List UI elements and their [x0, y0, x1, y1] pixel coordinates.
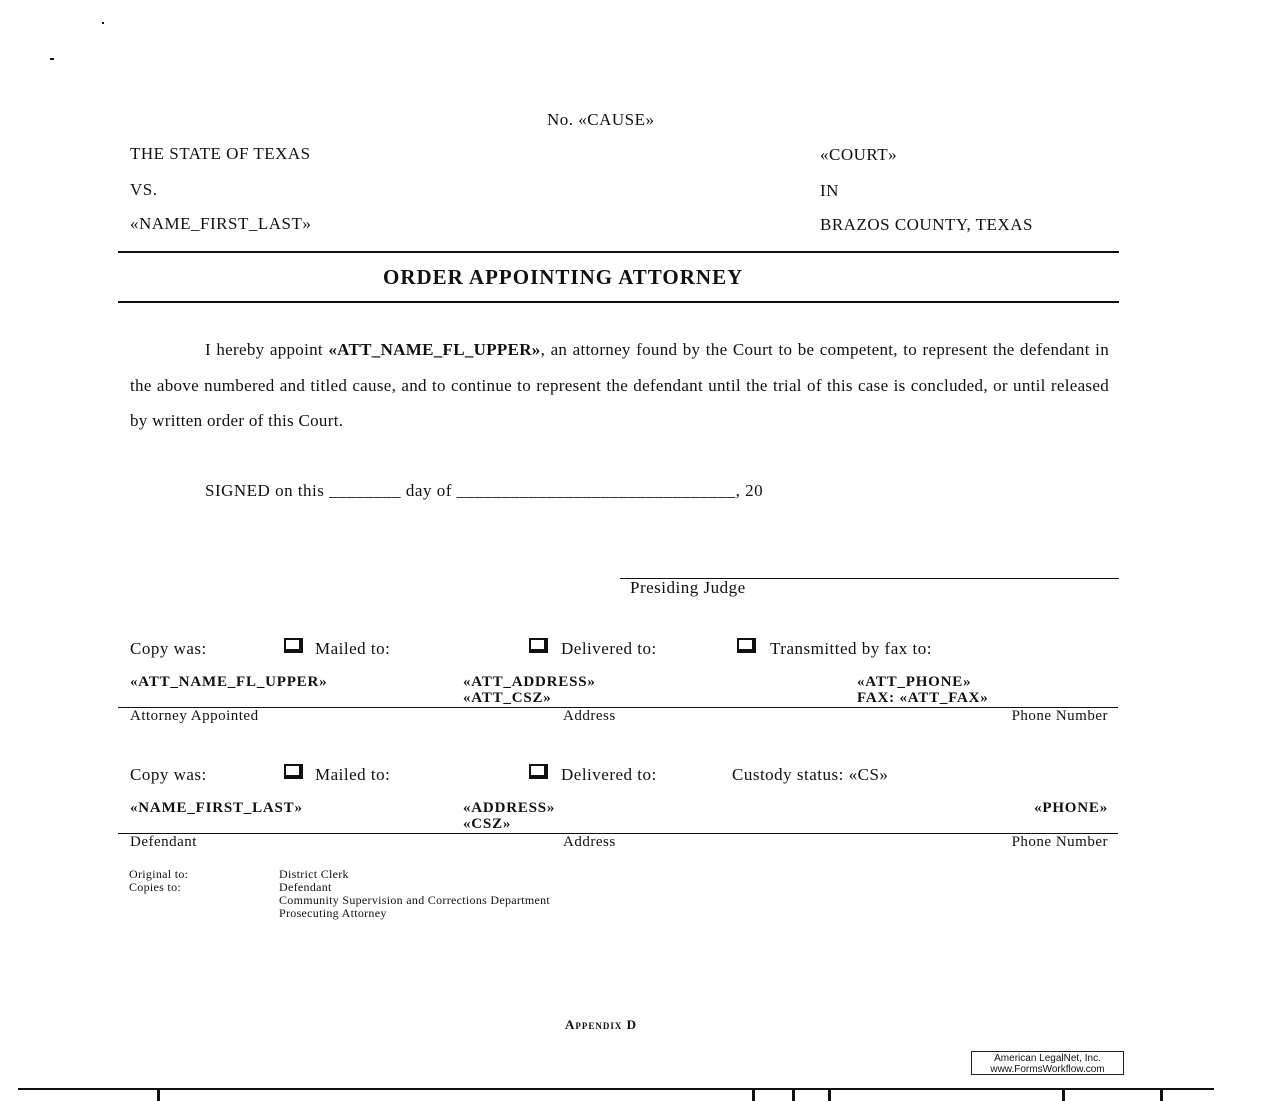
attorney-phone-caption: Phone Number [1011, 708, 1108, 724]
original-to-label: Original to: [129, 867, 189, 881]
scan-tick [1160, 1089, 1163, 1101]
recipient-prosecuting-attorney: Prosecuting Attorney [279, 906, 387, 920]
defendant-name-field: «NAME_FIRST_LAST» [130, 800, 303, 816]
defendant-phone-field: «PHONE» [1034, 800, 1108, 816]
appointment-paragraph [130, 332, 1109, 439]
scan-speck [102, 22, 104, 24]
copies-to-label: Copies to: [129, 880, 182, 894]
logo-line-url: www.FormsWorkflow.com [990, 1064, 1105, 1075]
attorney-address-line1: «ATT_ADDRESS» [463, 674, 596, 690]
american-legalnet-logo [971, 1051, 1124, 1075]
party-vs: VS. [130, 180, 158, 199]
defendant-mailed-checkbox[interactable] [284, 764, 303, 779]
attorney-mailed-label: Mailed to: [315, 639, 391, 658]
party-state: THE STATE OF TEXAS [130, 144, 311, 163]
attorney-mailed-checkbox[interactable] [284, 638, 303, 653]
defendant-mailed-label: Mailed to: [315, 765, 391, 784]
custody-status-label: Custody status: «CS» [732, 765, 889, 784]
court-name: «COURT» [820, 145, 898, 164]
defendant-delivered-label: Delivered to: [561, 765, 657, 784]
appendix-label: Appendix D [565, 1017, 638, 1032]
attorney-appointed-caption: Attorney Appointed [130, 708, 259, 724]
defendant-caption: Defendant [130, 834, 197, 850]
recipient-cscd: Community Supervision and Corrections Department [279, 893, 551, 907]
title-rule-bottom [118, 301, 1119, 303]
attorney-fax-checkbox[interactable] [737, 638, 756, 653]
document-title: ORDER APPOINTING ATTORNEY [383, 265, 744, 289]
attorney-address-caption: Address [563, 708, 616, 724]
scan-tick [792, 1089, 795, 1101]
court-county: BRAZOS COUNTY, TEXAS [820, 215, 1033, 234]
cause-number: No. «CAUSE» [547, 110, 655, 129]
attorney-fax-label: Transmitted by fax to: [770, 639, 932, 658]
scan-speck [50, 58, 54, 60]
appoint-pre: I hereby appoint [205, 340, 329, 359]
scan-tick [828, 1089, 831, 1101]
defendant-info-rule [118, 833, 1118, 834]
recipient-defendant: Defendant [279, 880, 332, 894]
defendant-address-line1: «ADDRESS» [463, 800, 556, 816]
attorney-copy-was: Copy was: [130, 639, 207, 658]
appointed-attorney-name: «ATT_NAME_FL_UPPER» [328, 340, 541, 359]
defendant-address-line2: «CSZ» [463, 816, 512, 832]
attorney-name-field: «ATT_NAME_FL_UPPER» [130, 674, 328, 690]
attorney-address-line2: «ATT_CSZ» [463, 690, 552, 706]
attorney-info-rule [118, 707, 1118, 708]
defendant-phone-caption: Phone Number [1011, 834, 1108, 850]
recipient-district-clerk: District Clerk [279, 867, 349, 881]
signed-line: SIGNED on this ________ day of _______________________________, 20 [205, 481, 764, 500]
party-defendant: «NAME_FIRST_LAST» [130, 214, 312, 233]
logo-line-company: American LegalNet, Inc. [994, 1053, 1101, 1064]
defendant-address-caption: Address [563, 834, 616, 850]
attorney-phone-field: «ATT_PHONE» [857, 674, 972, 690]
defendant-copy-was: Copy was: [130, 765, 207, 784]
attorney-delivered-checkbox[interactable] [529, 638, 548, 653]
scan-tick [752, 1089, 755, 1101]
presiding-judge-label: Presiding Judge [630, 578, 746, 597]
scan-tick [1062, 1089, 1065, 1101]
court-in: IN [820, 181, 839, 200]
title-rule-top [118, 251, 1119, 253]
scan-tick [157, 1089, 160, 1101]
appoint-post: , an attorney found by the Court to be competent, to represent the defendant in the above numbered and titled cause, and to continue to represent the defendant until the trial of this case is concluded, or until released by written order of this Court. [130, 340, 1109, 430]
bottom-scan-rule [18, 1088, 1214, 1090]
attorney-delivered-label: Delivered to: [561, 639, 657, 658]
attorney-fax-field: FAX: «ATT_FAX» [857, 690, 989, 706]
defendant-delivered-checkbox[interactable] [529, 764, 548, 779]
